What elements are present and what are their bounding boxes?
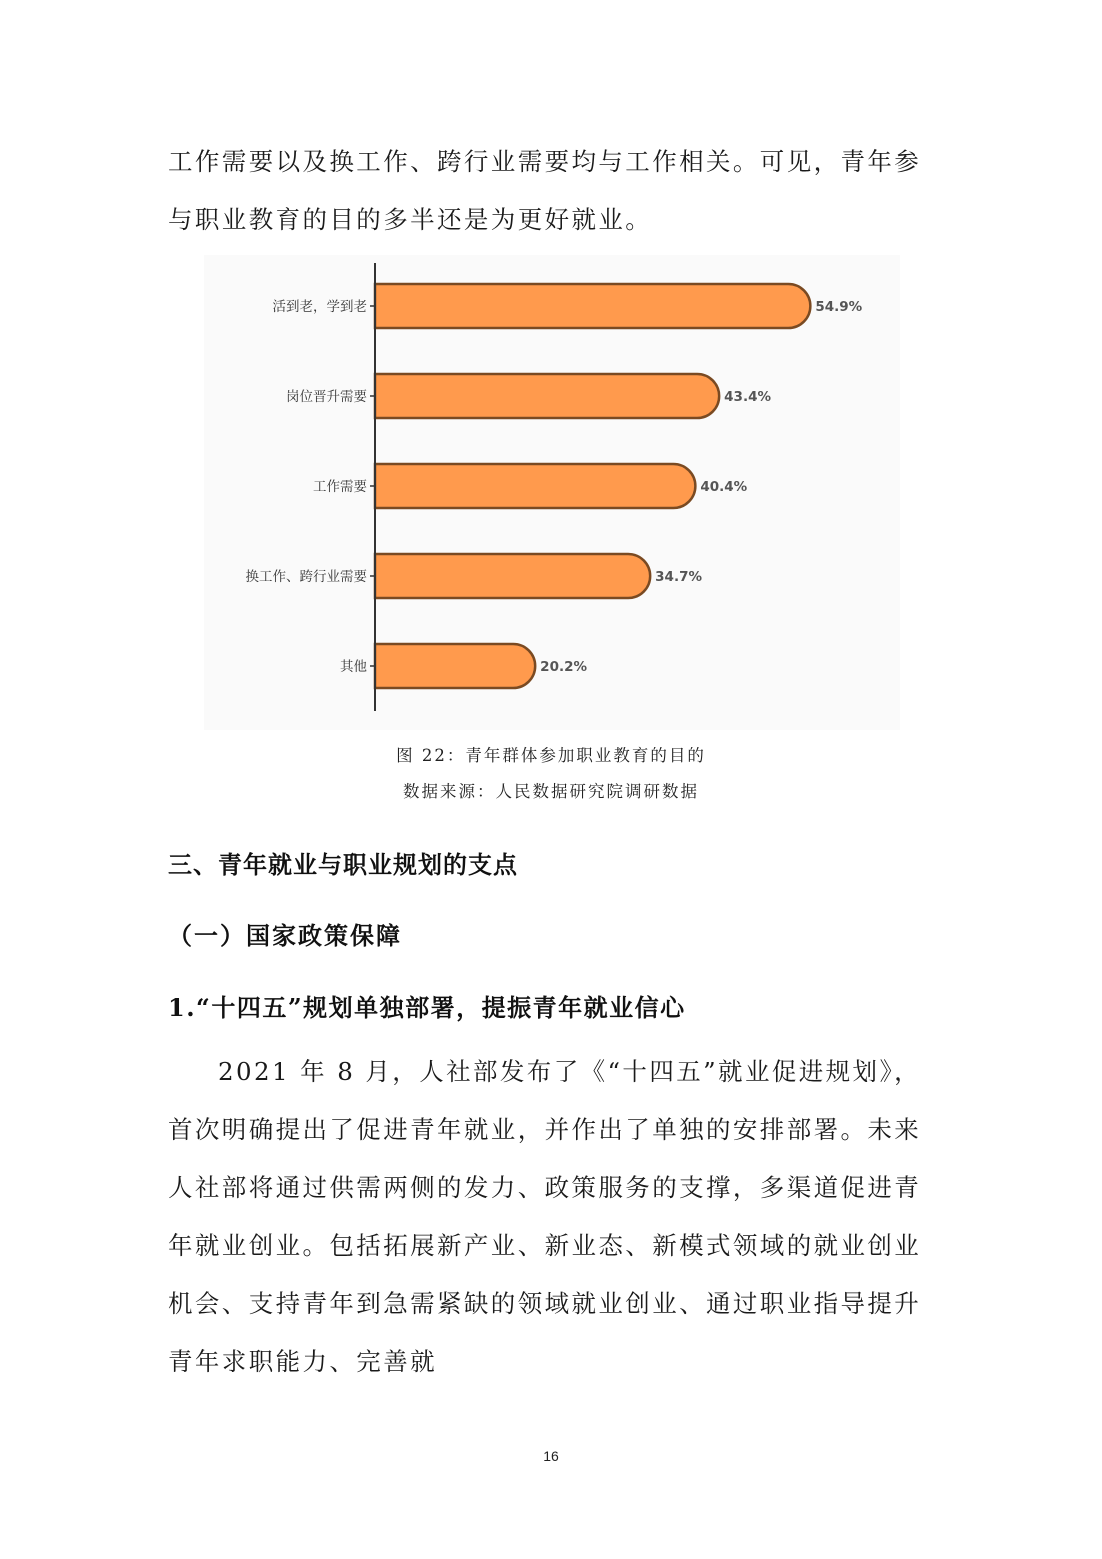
bar [375,644,535,688]
category-label: 岗位晋升需要 [286,389,367,405]
data-label: 34.7% [655,569,703,585]
figure-source: 数据来源：人民数据研究院调研数据 [403,782,699,801]
category-label: 其他 [340,659,367,675]
section-heading: 三、青年就业与职业规划的支点 [168,851,518,879]
figure-caption: 图 22：青年群体参加职业教育的目的 [396,746,706,765]
page-number: 16 [543,1448,559,1464]
subsection-heading: （一）国家政策保障 [168,921,402,950]
bar-chart [204,255,900,730]
intro-paragraph: 工作需要以及换工作、跨行业需要均与工作相关。可见，青年参与职业教育的目的多半还是为更好就业。 [168,147,922,234]
category-label: 工作需要 [313,479,367,495]
bar [375,284,810,328]
item-heading: 1.“十四五”规划单独部署，提振青年就业信心 [168,993,686,1022]
data-label: 20.2% [540,659,588,675]
data-label: 54.9% [815,299,863,315]
bar [375,554,650,598]
body-paragraph: 2021 年 8 月，人社部发布了《“十四五”就业促进规划》，首次明确提出了促进青年就业，并作出了单独的安排部署。未来人社部将通过供需两侧的发力、政策服务的支撑，多渠道促进青年就业创业。包括拓展新产业、新业态、新模式领域的就业创业机会、支持青年到急需紧缺的领域就业创业、通过职业指导提升青年求职能力、完善就 [168,1057,922,1376]
category-label: 活到老，学到老 [272,299,367,315]
bar [375,374,719,418]
category-label: 换工作、跨行业需要 [245,569,367,585]
bar [375,464,695,508]
chart-svg [204,255,900,730]
data-label: 40.4% [700,479,748,495]
data-label: 43.4% [724,389,772,405]
